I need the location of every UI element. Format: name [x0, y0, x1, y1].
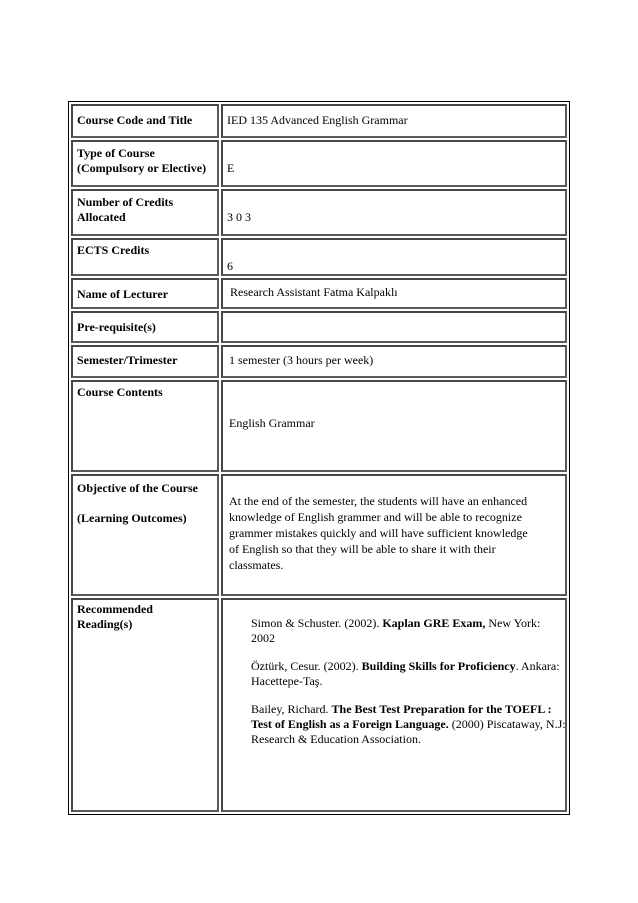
ref-title: Kaplan GRE Exam, — [382, 616, 486, 630]
course-code-label-cell — [71, 104, 219, 138]
objective-line: of English so that they will be able to share it with their — [229, 542, 496, 556]
type-label-line1: Type of Course — [77, 146, 155, 160]
contents-label: Course Contents — [77, 385, 163, 399]
objective-line: classmates. — [229, 558, 284, 572]
ref-title: The Best Test Preparation for the TOEFL : Test of English as a Foreign Language. — [251, 702, 552, 731]
contents-value-cell — [221, 380, 567, 472]
credits-label-line2: Allocated — [77, 210, 126, 224]
row-reading — [71, 598, 567, 812]
row-ects — [71, 238, 567, 276]
ref-author: Simon & Schuster. (2002). — [251, 616, 383, 630]
reading-list — [251, 616, 567, 760]
contents-label-cell — [71, 380, 219, 472]
objective-line: knowledge of English grammer and will be able to recognize — [229, 510, 522, 524]
ref-title: Building Skills for Proficiency — [361, 659, 516, 673]
row-course-code — [71, 104, 567, 138]
row-contents — [71, 380, 567, 472]
row-prereq — [71, 311, 567, 343]
lecturer-label: Name of Lecturer — [77, 287, 169, 301]
ects-label-cell — [71, 238, 219, 276]
lecturer-value: Research Assistant Fatma Kalpaklı — [230, 285, 398, 299]
reading-ref — [251, 702, 567, 747]
ects-label: ECTS Credits — [77, 243, 150, 257]
semester-value-cell — [221, 345, 567, 378]
ref-author: Bailey, Richard. — [251, 702, 332, 716]
ects-value-cell — [221, 238, 567, 276]
objective-label-line1: Objective of the Course — [77, 481, 198, 495]
credits-label-line1: Number of Credits — [77, 195, 174, 209]
objective-label-cell — [71, 474, 219, 596]
ref-author: Öztürk, Cesur. (2002). — [251, 659, 362, 673]
type-value-cell — [221, 140, 567, 187]
objective-value-cell — [221, 474, 567, 596]
prereq-label: Pre-requisite(s) — [77, 320, 156, 334]
semester-label: Semester/Trimester — [77, 353, 178, 367]
objective-line: grammer mistakes quickly and will have sufficient knowledge — [229, 526, 528, 540]
prereq-label-cell — [71, 311, 219, 343]
reading-label-cell — [71, 598, 219, 812]
course-code-label: Course Code and Title — [77, 113, 193, 127]
reading-label-line2: Reading(s) — [77, 617, 133, 631]
reading-ref — [251, 616, 567, 646]
semester-label-cell — [71, 345, 219, 378]
row-type — [71, 140, 567, 187]
reading-value-cell — [221, 598, 567, 812]
type-value: E — [227, 161, 235, 175]
lecturer-label-cell — [71, 278, 219, 309]
contents-value: English Grammar — [229, 416, 315, 430]
ects-value: 6 — [227, 259, 233, 273]
course-code-value-cell — [221, 104, 567, 138]
credits-value-cell — [221, 189, 567, 236]
credits-label-cell — [71, 189, 219, 236]
row-lecturer — [71, 278, 567, 309]
reading-ref — [251, 659, 567, 689]
semester-value: 1 semester (3 hours per week) — [229, 353, 374, 367]
row-objective — [71, 474, 567, 596]
ref-publisher: . Ankara: Hacettepe-Taş. — [251, 659, 560, 688]
ref-publisher: New York: 2002 — [251, 616, 541, 645]
credits-value: 3 0 3 — [227, 210, 251, 224]
type-label-line2: (Compulsory or Elective) — [77, 161, 207, 175]
course-info-table — [68, 101, 570, 815]
type-label-cell — [71, 140, 219, 187]
objective-text — [229, 493, 528, 573]
row-credits — [71, 189, 567, 236]
course-code-value: IED 135 Advanced English Grammar — [227, 113, 408, 127]
prereq-value-cell — [221, 311, 567, 343]
objective-label-line2: (Learning Outcomes) — [77, 511, 187, 525]
row-semester — [71, 345, 567, 378]
objective-line: At the end of the semester, the students will have an enhanced — [229, 494, 528, 508]
ref-publisher: (2000) Piscataway, N.J: Research & Education Association. — [251, 717, 566, 746]
reading-label-line1: Recommended — [77, 602, 153, 616]
lecturer-value-cell — [221, 278, 567, 309]
